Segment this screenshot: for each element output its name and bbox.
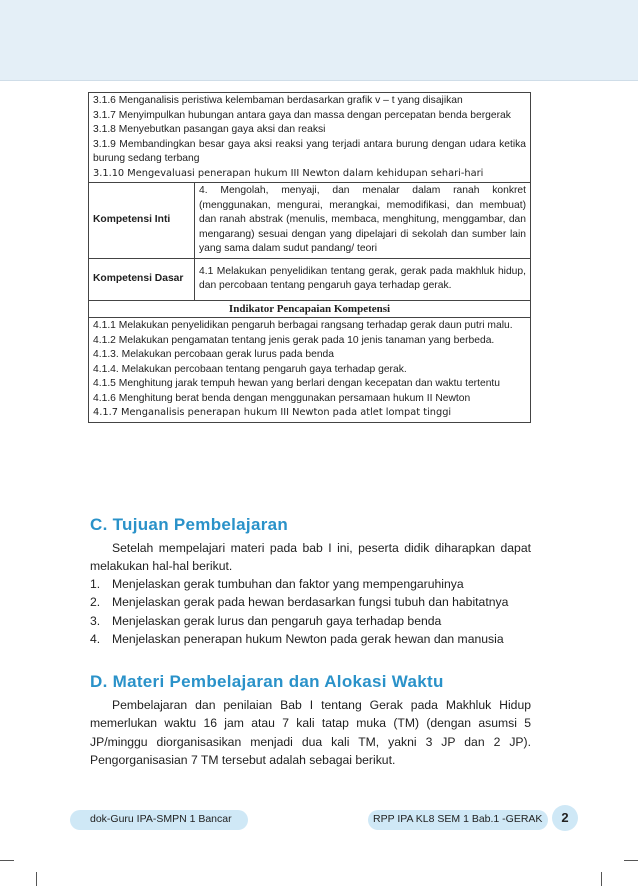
ki-label: Kompetensi Inti: [89, 183, 195, 259]
section-c-intro: [90, 539, 531, 576]
indicator-4-1-4: 4.1.4. Melakukan percobaan tentang pengaruh gaya terhadap gerak.: [93, 363, 407, 375]
indicator-4-1-7: 4.1.7 Menganalisis penerapan hukum III Newton pada atlet lompat tinggi: [93, 407, 452, 418]
list-number: 3.: [90, 613, 101, 628]
footer-left-text: dok-Guru IPA-SMPN 1 Bancar: [90, 813, 232, 825]
table-row: [89, 258, 531, 300]
list-text: Menjelaskan gerak lurus dan pengaruh gaya terhadap benda: [112, 613, 442, 628]
indicator-4-1-2: 4.1.2 Melakukan pengamatan tentang jenis gerak pada 10 jenis tanaman yang berbeda.: [93, 334, 495, 346]
crop-mark: [0, 860, 14, 861]
crop-mark: [36, 872, 37, 886]
indicator-4-1-3: 4.1.3. Melakukan percobaan gerak lurus pada benda: [93, 349, 335, 360]
section-d-paragraph: Pembelajaran dan penilaian Bab I tentang Gerak pada Makhluk Hidup memerlukan waktu 16 jam atau 7 kali tatap muka (TM) (dengan asumsi 5 JP/minggu diorganisasikan menjadi dua kali TM, yakni 3 JP dan 2 JP). Pengorganisasian 7 TM tersebut adalah sebagai berikut.: [90, 698, 531, 767]
indicator-3-1-8: 3.1.8 Menyebutkan pasangan gaya aksi dan reaksi: [93, 124, 326, 135]
section-d-body: [90, 696, 531, 769]
section-d-title: D. Materi Pembelajaran dan Alokasi Waktu: [90, 672, 444, 691]
crop-mark: [624, 860, 638, 861]
list-text: Menjelaskan gerak pada hewan berdasarkan fungsi tubuh dan habitatnya: [112, 595, 509, 610]
kd-text: 4.1 Melakukan penyelidikan tentang gerak, gerak pada makhluk hidup, dan percobaan tentang pengaruh gaya terhadap gerak.: [195, 258, 531, 300]
objectives-list: [90, 575, 531, 649]
section-c-intro-text: Setelah mempelajari materi pada bab I ini, peserta didik diharapkan dapat melakukan hal-hal berikut.: [90, 541, 531, 574]
indicator-4-1-6: 4.1.6 Menghitung berat benda dengan menggunakan persamaan hukum II Newton: [93, 392, 471, 404]
indicator-3-1-10: 3.1.10 Mengevaluasi penerapan hukum III Newton dalam kehidupan sehari-hari: [93, 167, 484, 179]
table-row: [89, 318, 531, 423]
list-item: [90, 575, 531, 593]
list-number: 2.: [90, 595, 101, 610]
table-row: [89, 300, 531, 318]
table-row: [89, 183, 531, 259]
indicator-4-1-5: 4.1.5 Menghitung jarak tempuh hewan yang berlari dengan kecepatan dan waktu tertentu: [93, 378, 501, 389]
header-band-divider: [0, 80, 638, 81]
list-number: 1.: [90, 577, 101, 591]
header-band: [0, 0, 638, 80]
footer-right-text: RPP IPA KL8 SEM 1 Bab.1 -GERAK: [373, 813, 543, 825]
list-text: Menjelaskan gerak tumbuhan dan faktor yang mempengaruhinya: [112, 577, 464, 591]
kd-label: Kompetensi Dasar: [89, 258, 195, 300]
indicator-3-1-6: 3.1.6 Menganalisis peristiwa kelembaman berdasarkan grafik v – t yang disajikan: [93, 95, 463, 106]
list-item: [90, 612, 531, 630]
list-text: Menjelaskan penerapan hukum Newton pada gerak hewan dan manusia: [112, 632, 504, 647]
list-item: [90, 593, 531, 611]
indicator-cell-3: [89, 93, 531, 183]
ki-text: 4. Mengolah, menyaji, dan menalar dalam ranah konkret (menggunakan, mengurai, merangkai, memodifikasi, dan membuat) dan ranah abstrak (menulis, membaca, menghitung, menggambar, dan mengarang) sesuai dengan yang dipelajari di sekolah dan sumber lain yang sama dalam sudut pandang/ teori: [195, 183, 531, 259]
indicator-4-1-1: 4.1.1 Melakukan penyelidikan pengaruh berbagai rangsang terhadap gerak daun putri malu.: [93, 320, 513, 331]
list-number: 4.: [90, 632, 101, 647]
indicator-3-1-7: 3.1.7 Menyimpulkan hubungan antara gaya dan massa dengan percepatan benda bergerak: [93, 109, 511, 121]
competency-table: [88, 92, 531, 423]
section-c-title: C. Tujuan Pembelajaran: [90, 515, 289, 534]
indicator-cell-4: [89, 318, 531, 423]
page-number: 2: [552, 805, 578, 831]
crop-mark: [601, 872, 602, 886]
list-item: [90, 630, 531, 648]
indicator-3-1-9: 3.1.9 Membandingkan besar gaya aksi reaksi yang terjadi antara burung dengan udara ketika burung sedang terbang: [93, 138, 526, 164]
table-row: [89, 93, 531, 183]
indikator-header: Indikator Pencapaian Kompetensi: [89, 300, 531, 318]
